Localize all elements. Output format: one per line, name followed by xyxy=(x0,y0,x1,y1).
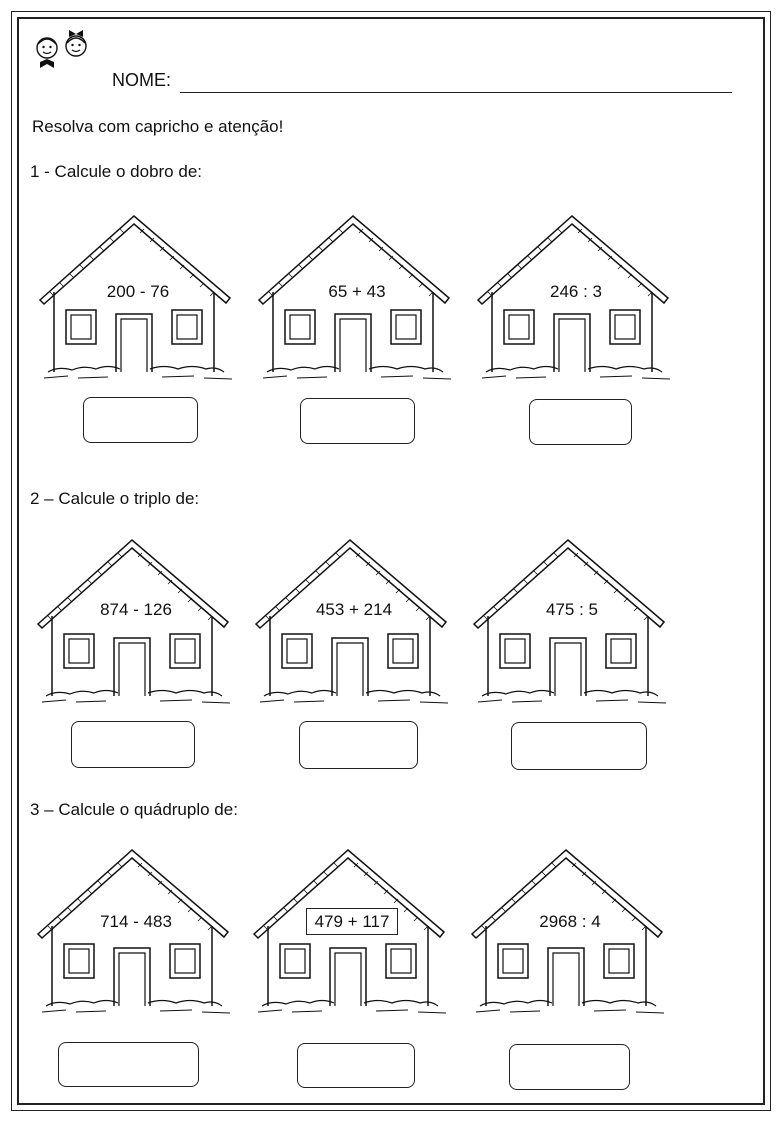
expression-text: 65 + 43 xyxy=(328,282,386,301)
house-expression xyxy=(252,912,452,932)
house-1-1 xyxy=(38,212,238,384)
expression-text: 246 : 3 xyxy=(550,282,602,301)
house-expression xyxy=(38,282,238,302)
section-2-title: 2 – Calcule o triplo de: xyxy=(30,489,200,508)
answer-box-3-1[interactable] xyxy=(58,1042,199,1087)
expression-text: 453 + 214 xyxy=(315,600,393,619)
house-3-3 xyxy=(470,846,670,1018)
house-3-2 xyxy=(252,846,452,1018)
answer-box-1-1[interactable] xyxy=(83,397,198,443)
house-icon xyxy=(254,536,454,708)
house-2-2 xyxy=(254,536,454,708)
expression-text: 479 + 117 xyxy=(306,908,399,935)
house-icon xyxy=(470,846,670,1018)
section-1-title: 1 - Calcule o dobro de: xyxy=(30,162,202,181)
expression-text: 200 - 76 xyxy=(106,282,170,301)
answer-box-1-3[interactable] xyxy=(529,399,632,445)
house-1-2 xyxy=(257,212,457,384)
house-2-1 xyxy=(36,536,236,708)
house-2-3 xyxy=(472,536,672,708)
house-icon xyxy=(472,536,672,708)
answer-box-2-1[interactable] xyxy=(71,721,195,768)
answer-box-3-3[interactable] xyxy=(509,1044,630,1090)
answer-box-2-2[interactable] xyxy=(299,721,418,769)
house-expression xyxy=(472,600,672,620)
house-expression xyxy=(36,912,236,932)
instruction-text: Resolva com capricho e atenção! xyxy=(32,117,284,136)
house-expression xyxy=(257,282,457,302)
house-1-3 xyxy=(476,212,676,384)
expression-text: 2968 : 4 xyxy=(539,912,601,931)
house-3-1 xyxy=(36,846,236,1018)
answer-box-3-2[interactable] xyxy=(297,1043,415,1088)
house-icon xyxy=(36,536,236,708)
section-3-title: 3 – Calcule o quádruplo de: xyxy=(30,800,238,819)
house-expression xyxy=(36,600,236,620)
kids-faces-icon xyxy=(30,28,90,81)
expression-text: 874 - 126 xyxy=(100,600,172,619)
house-icon xyxy=(36,846,236,1018)
expression-text: 714 - 483 xyxy=(100,912,172,931)
house-expression xyxy=(470,912,670,932)
name-input-line[interactable] xyxy=(180,92,732,93)
name-label: NOME: xyxy=(112,70,172,90)
expression-text: 475 : 5 xyxy=(546,600,598,619)
answer-box-2-3[interactable] xyxy=(511,722,647,770)
answer-box-1-2[interactable] xyxy=(300,398,415,444)
house-expression xyxy=(476,282,676,302)
house-expression xyxy=(254,600,454,620)
